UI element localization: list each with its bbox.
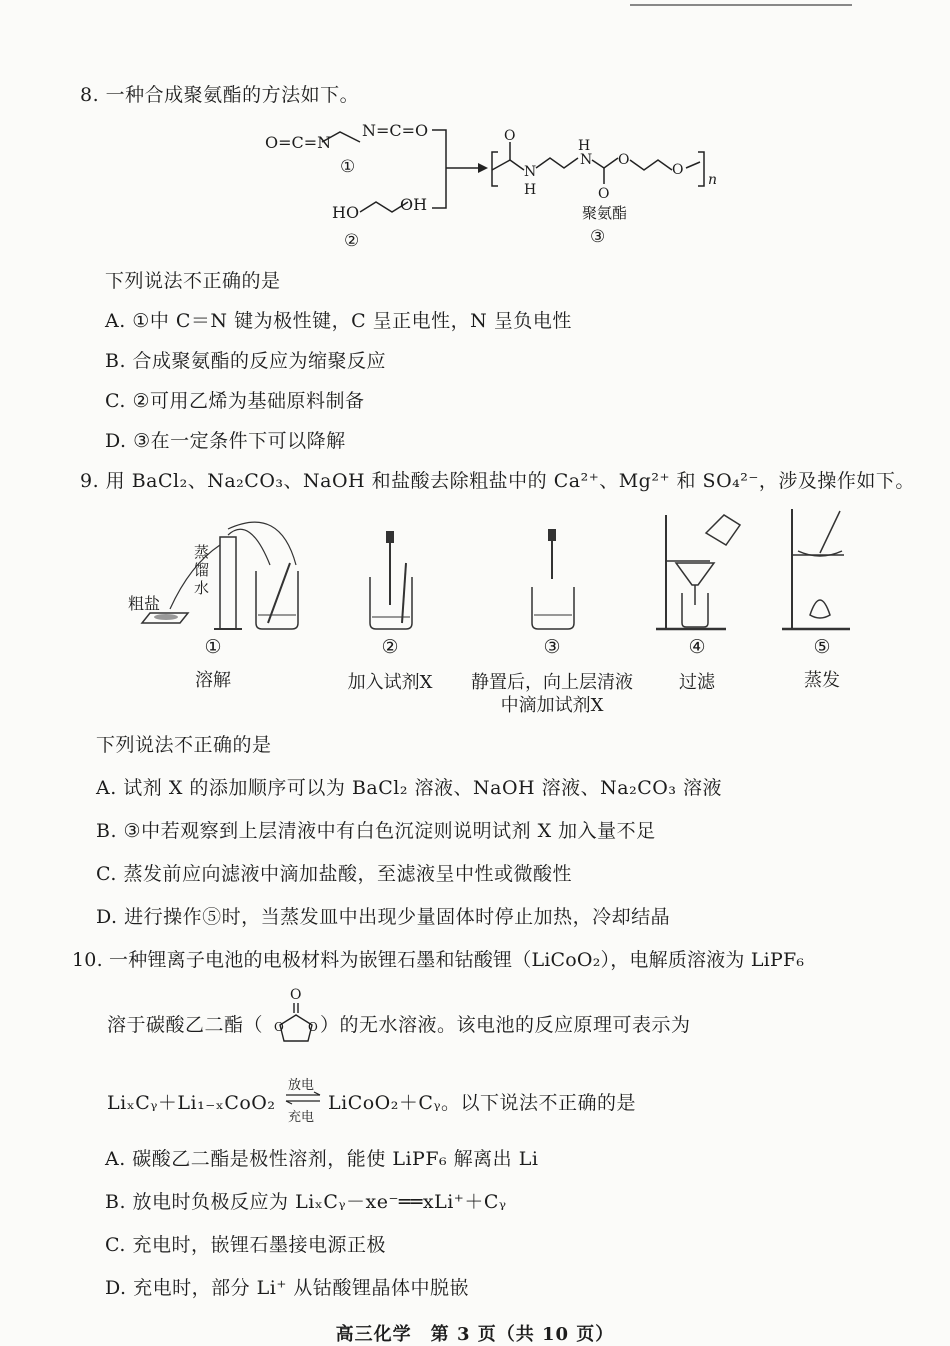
step5-number: ⑤: [813, 636, 831, 658]
equation-condition-charge: 充电: [288, 1110, 315, 1125]
step1-number: ①: [204, 636, 222, 658]
reactant2-right: OH: [400, 195, 428, 214]
step4-caption: 过滤: [679, 672, 715, 693]
q10-stem: 10. 一种锂离子电池的电极材料为嵌锂石墨和钴酸锂（LiCoO₂），电解质溶液为 LiPF₆: [72, 949, 805, 971]
product-name: 聚氨酯: [582, 204, 628, 222]
q8-option-b: B. 合成聚氨酯的反应为缩聚反应: [105, 350, 387, 372]
svg-text:N: N: [524, 164, 537, 180]
svg-text:O: O: [618, 152, 630, 168]
step2-number: ②: [381, 636, 399, 658]
q10-option-b: B. 放电时负极反应为 LiₓCᵧ－xe⁻══xLi⁺＋Cᵧ: [105, 1191, 507, 1213]
q8-option-c: C. ②可用乙烯为基础原料制备: [105, 390, 365, 412]
q10-equation-left: LiₓCᵧ＋Li₁₋ₓCoO₂: [107, 1092, 276, 1114]
q10-option-d: D. 充电时，部分 Li⁺ 从钴酸锂晶体中脱嵌: [105, 1277, 469, 1299]
q10-line2-a: 溶于碳酸乙二酯（: [107, 1014, 264, 1036]
q8-option-a: A. ①中 C＝N 键为极性键，C 呈正电性，N 呈负电性: [105, 310, 572, 332]
step2-caption: 加入试剂X: [347, 672, 433, 693]
water-label-2: 馏: [194, 561, 210, 579]
svg-text:O: O: [672, 162, 684, 178]
svg-text:H: H: [524, 182, 537, 198]
q9-option-b: B. ③中若观察到上层清液中有白色沉淀则说明试剂 X 加入量不足: [96, 820, 656, 842]
step3-caption-line2: 中滴加试剂X: [500, 695, 604, 716]
reactant1-left: O=C=N: [265, 133, 332, 152]
q8-stem: 8. 一种合成聚氨酯的方法如下。: [80, 84, 360, 106]
q9-option-c: C. 蒸发前应向滤液中滴加盐酸，至滤液呈中性或微酸性: [96, 863, 572, 885]
water-label-1: 蒸: [194, 543, 210, 561]
salt-label: 粗盐: [128, 594, 161, 613]
q9-apparatus-diagram: [120, 505, 840, 645]
svg-text:N: N: [580, 152, 593, 168]
repeat-subscript-n: n: [708, 172, 718, 188]
svg-text:H: H: [578, 138, 591, 154]
reactant1-right: N=C=O: [362, 121, 429, 140]
q8-reaction-diagram: [260, 110, 720, 260]
q8-option-d: D. ③在一定条件下可以降解: [105, 430, 346, 452]
svg-text:O: O: [274, 1020, 284, 1034]
q9-prompt: 下列说法不正确的是: [96, 734, 272, 756]
reversible-arrow: [284, 1092, 324, 1104]
step5-caption: 蒸发: [804, 670, 840, 691]
equation-condition-discharge: 放电: [288, 1078, 315, 1093]
step3-number: ③: [543, 636, 561, 658]
svg-text:O: O: [308, 1020, 318, 1034]
q10-option-a: A. 碳酸乙二酯是极性溶剂，能使 LiPF₆ 解离出 Li: [105, 1148, 539, 1170]
step4-number: ④: [688, 636, 706, 658]
top-rule: [630, 4, 852, 6]
q9-stem: 9. 用 BaCl₂、Na₂CO₃、NaOH 和盐酸去除粗盐中的 Ca²⁺、Mg²⁺ 和 SO₄²⁻，涉及操作如下。: [80, 470, 915, 492]
q9-option-a: A. 试剂 X 的添加顺序可以为 BaCl₂ 溶液、NaOH 溶液、Na₂CO₃ 溶液: [96, 777, 722, 799]
reactant2-number: ②: [344, 231, 360, 251]
q8-prompt: 下列说法不正确的是: [105, 270, 281, 292]
reactant2-left: HO: [332, 203, 360, 222]
water-label-3: 水: [194, 579, 210, 597]
step3-caption: 静置后，向上层清液: [471, 672, 633, 693]
q10-line2-b: ）的无水溶液。该电池的反应原理可表示为: [320, 1014, 691, 1036]
svg-text:O: O: [598, 186, 610, 202]
step1-caption: 溶解: [195, 670, 231, 691]
product-number: ③: [590, 227, 606, 247]
q9-option-d: D. 进行操作⑤时，当蒸发皿中出现少量固体时停止加热，冷却结晶: [96, 906, 671, 928]
ethylene-carbonate-structure: [268, 985, 324, 1047]
q10-option-c: C. 充电时，嵌锂石墨接电源正极: [105, 1234, 386, 1256]
reactant1-number: ①: [340, 157, 356, 177]
page-footer: 高三化学 第 3 页（共 10 页）: [335, 1324, 615, 1345]
svg-text:O: O: [290, 987, 302, 1003]
q10-equation-right: LiCoO₂＋Cᵧ。以下说法不正确的是: [328, 1092, 637, 1114]
svg-text:O: O: [504, 128, 516, 144]
